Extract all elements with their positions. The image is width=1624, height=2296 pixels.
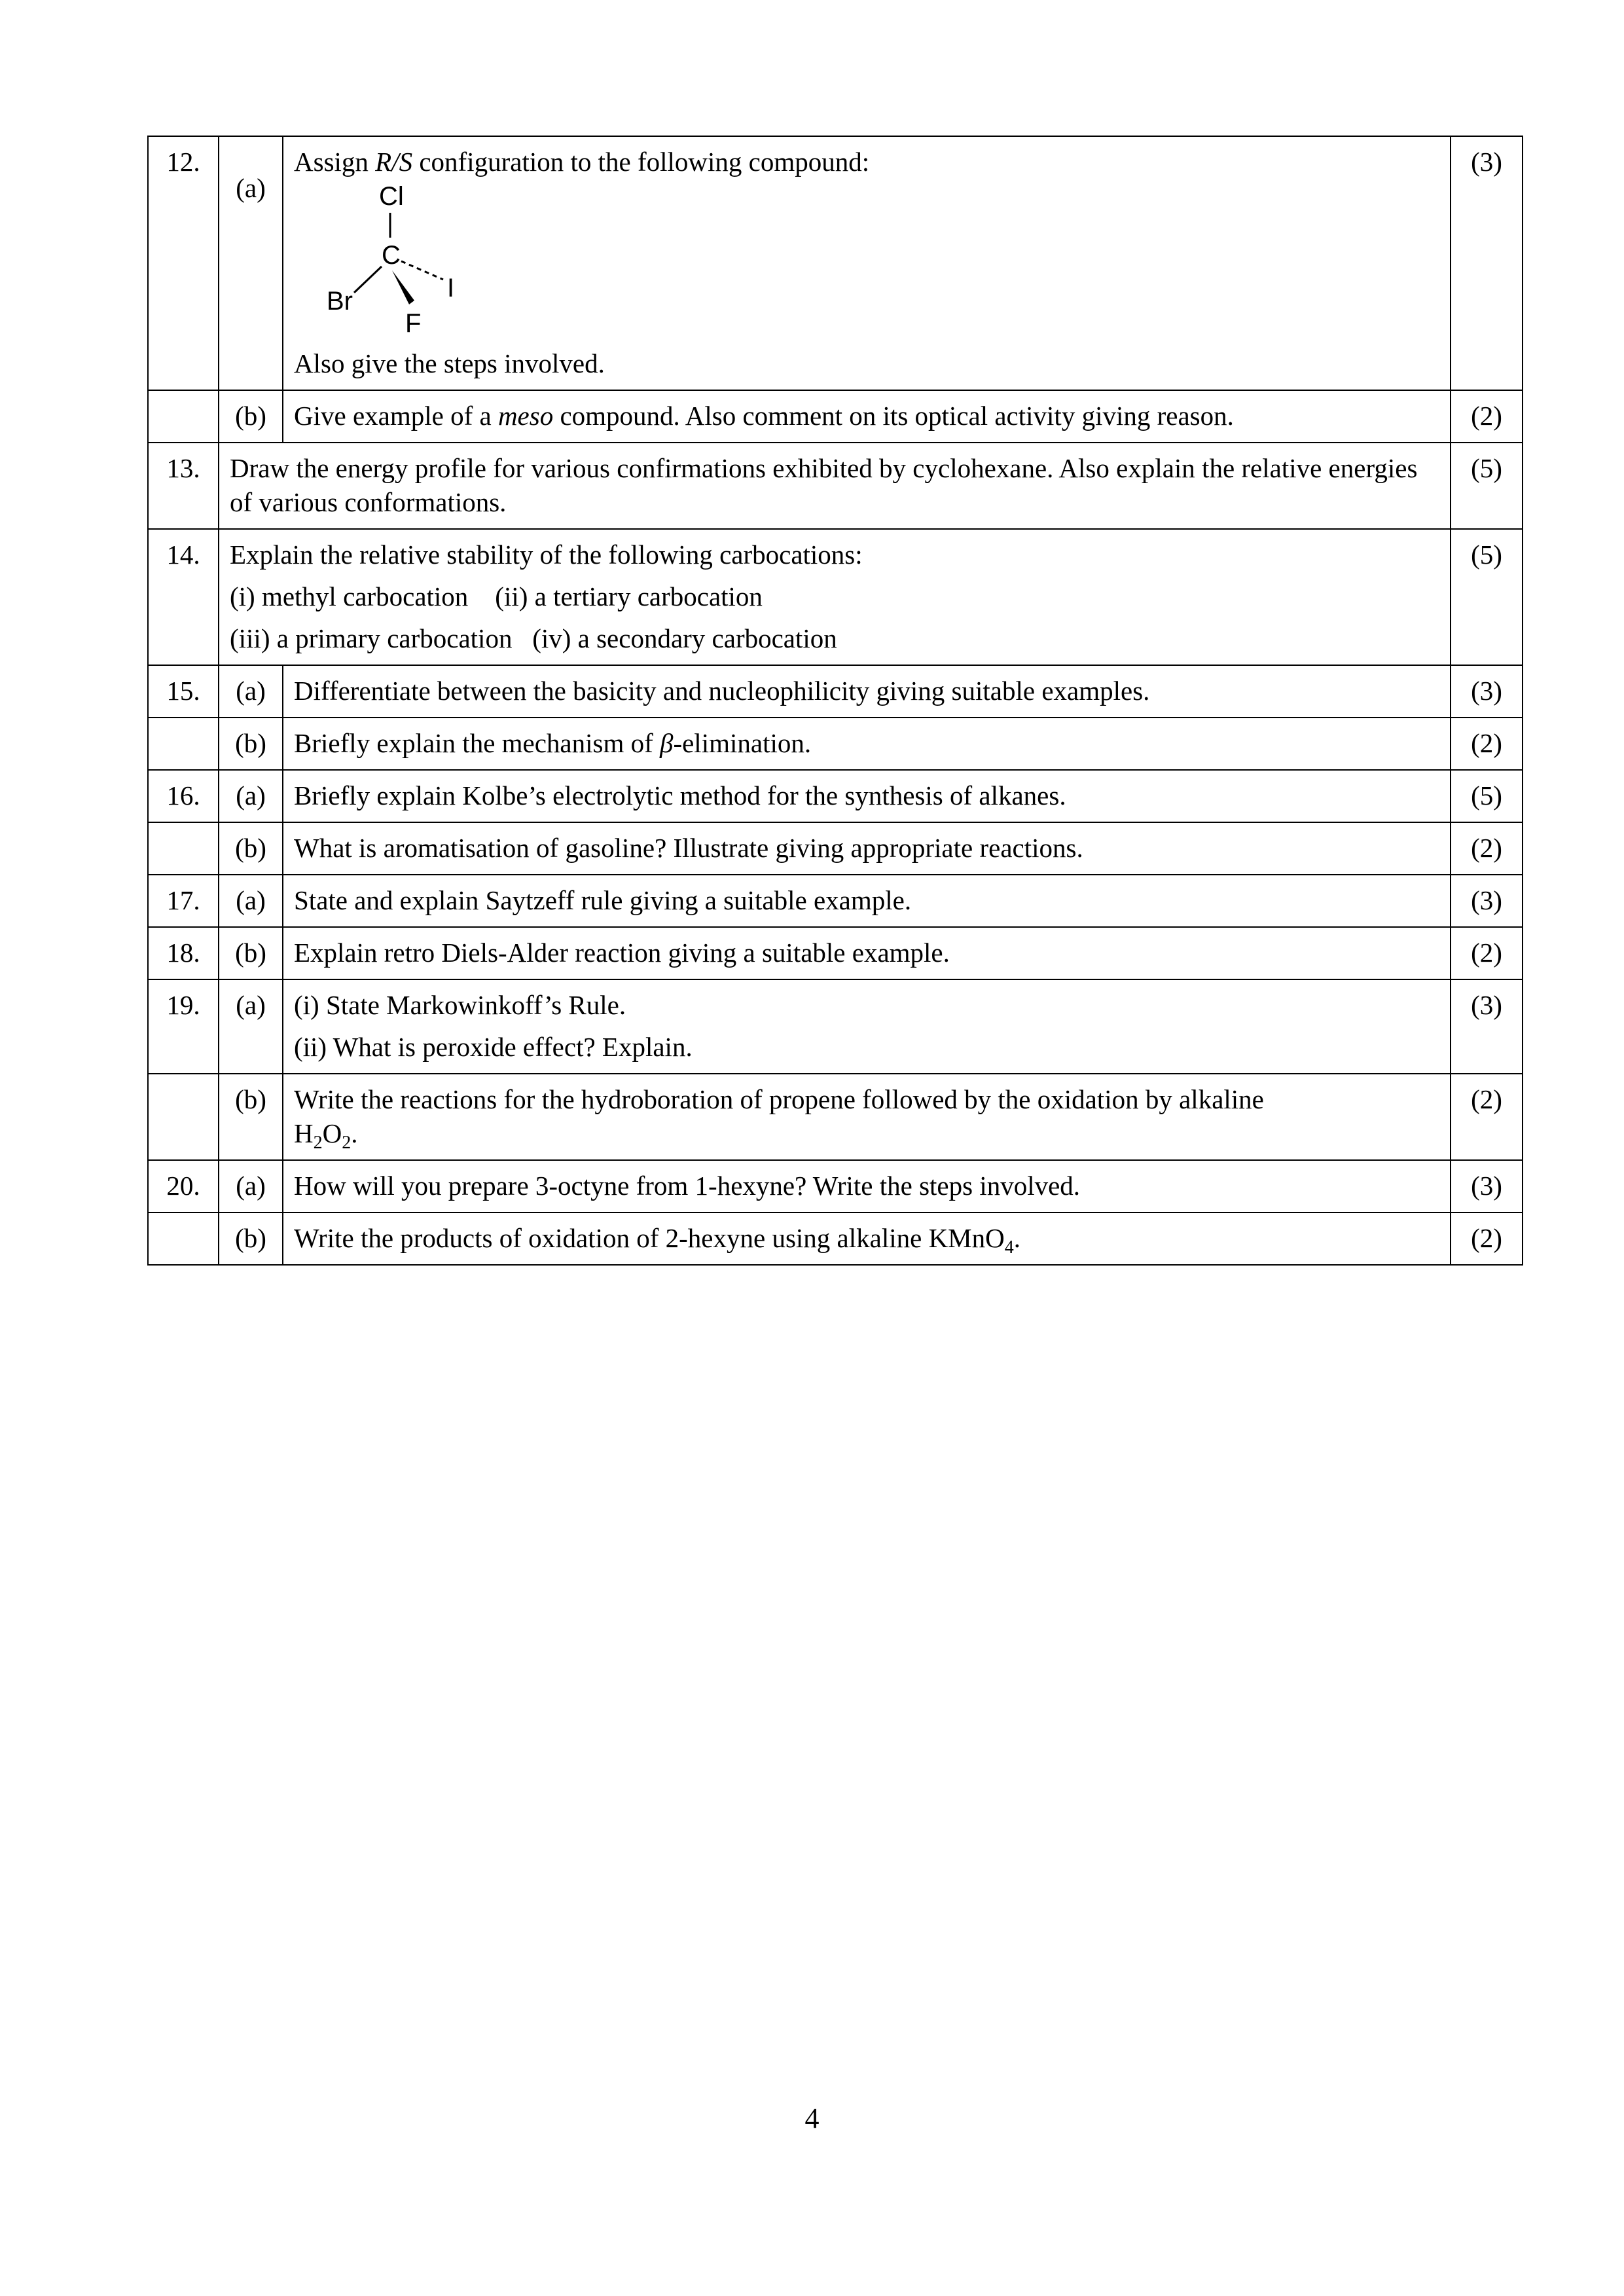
q19-number: 19. <box>148 979 219 1074</box>
questions-table <box>147 136 1523 1266</box>
chiral-compound-structure <box>327 180 497 344</box>
q19-b-row <box>148 1074 1523 1160</box>
q15-b-label: (b) <box>219 718 283 770</box>
q16-a-text: Briefly explain Kolbe’s electrolytic method for the synthesis of alkanes. <box>283 770 1451 822</box>
q16-b-row <box>148 822 1523 875</box>
q20-a-marks: (3) <box>1451 1160 1523 1212</box>
q19-a-label: (a) <box>219 979 283 1074</box>
q19-b-label: (b) <box>219 1074 283 1160</box>
q15-b-text: Briefly explain the mechanism of β-elimination. <box>283 718 1451 770</box>
q14-marks: (5) <box>1451 529 1523 665</box>
atom-i: I <box>447 274 455 302</box>
q12-a-marks: (3) <box>1451 136 1523 390</box>
q15-a-row <box>148 665 1523 718</box>
q12-number: 12. <box>148 136 219 390</box>
q15-b-marks: (2) <box>1451 718 1523 770</box>
q20-number: 20. <box>148 1160 219 1212</box>
q18-b-label: (b) <box>219 927 283 979</box>
q20-b-text: Write the products of oxidation of 2-hexyne using alkaline KMnO$_4$. <box>283 1212 1451 1265</box>
q16-a-label: (a) <box>219 770 283 822</box>
q15-b-row <box>148 718 1523 770</box>
q17-a-label: (a) <box>219 875 283 927</box>
q19-b-marks: (2) <box>1451 1074 1523 1160</box>
q18-number: 18. <box>148 927 219 979</box>
q16-b-text: What is aromatisation of gasoline? Illustrate giving appropriate reactions. <box>283 822 1451 875</box>
q12-a-row <box>148 136 1523 390</box>
q12-b-marks: (2) <box>1451 390 1523 443</box>
q14-text: Explain the relative stability of the following carbocations: (i) methyl carbocation (ii) a tertiary carbocation (iii) a primary carbocation (iv) a secondary carbocation <box>219 529 1451 665</box>
q18-b-text: Explain retro Diels-Alder reaction giving a suitable example. <box>283 927 1451 979</box>
q13-text: Draw the energy profile for various confirmations exhibited by cyclohexane. Also explain the relative energies of various conformations. <box>219 443 1451 529</box>
q17-a-marks: (3) <box>1451 875 1523 927</box>
q15-number: 15. <box>148 665 219 718</box>
q20-b-row <box>148 1212 1523 1265</box>
q16-number: 16. <box>148 770 219 822</box>
q20-a-row <box>148 1160 1523 1212</box>
q12-a-text: Assign R/S configuration to the following compound: Cl C Br I F Also give the steps involved. <box>283 136 1451 390</box>
atom-c: C <box>382 241 401 270</box>
q19-b-text: Write the reactions for the hydroboration of propene followed by the oxidation by alkaline $H_2O_2$. <box>283 1074 1451 1160</box>
atom-br: Br <box>327 287 353 316</box>
q19-a-marks: (3) <box>1451 979 1523 1074</box>
q13-row <box>148 443 1523 529</box>
q18-row <box>148 927 1523 979</box>
q15-a-text: Differentiate between the basicity and nucleophilicity giving suitable examples. <box>283 665 1451 718</box>
page-number: 4 <box>804 2102 820 2134</box>
q12-a-label: (a) <box>236 173 266 203</box>
q17-a-text: State and explain Saytzeff rule giving a suitable example. <box>283 875 1451 927</box>
q20-b-label: (b) <box>219 1212 283 1265</box>
q15-a-label: (a) <box>219 665 283 718</box>
q16-b-label: (b) <box>219 822 283 875</box>
q17-row <box>148 875 1523 927</box>
q16-b-marks: (2) <box>1451 822 1523 875</box>
q14-number: 14. <box>148 529 219 665</box>
q20-b-marks: (2) <box>1451 1212 1523 1265</box>
q20-a-label: (a) <box>219 1160 283 1212</box>
q12-b-text: Give example of a meso compound. Also comment on its optical activity giving reason. <box>283 390 1451 443</box>
q13-marks: (5) <box>1451 443 1523 529</box>
q17-number: 17. <box>148 875 219 927</box>
atom-cl: Cl <box>379 182 404 211</box>
q20-a-text: How will you prepare 3-octyne from 1-hexyne? Write the steps involved. <box>283 1160 1451 1212</box>
q12-b-label: (b) <box>219 390 283 443</box>
q14-row <box>148 529 1523 665</box>
q16-a-marks: (5) <box>1451 770 1523 822</box>
q19-a-row <box>148 979 1523 1074</box>
q19-a-text: (i) State Markowinkoff’s Rule. (ii) What is peroxide effect? Explain. <box>283 979 1451 1074</box>
atom-f: F <box>405 309 422 338</box>
q16-a-row <box>148 770 1523 822</box>
q15-a-marks: (3) <box>1451 665 1523 718</box>
q12-b-row <box>148 390 1523 443</box>
q13-number: 13. <box>148 443 219 529</box>
q18-b-marks: (2) <box>1451 927 1523 979</box>
